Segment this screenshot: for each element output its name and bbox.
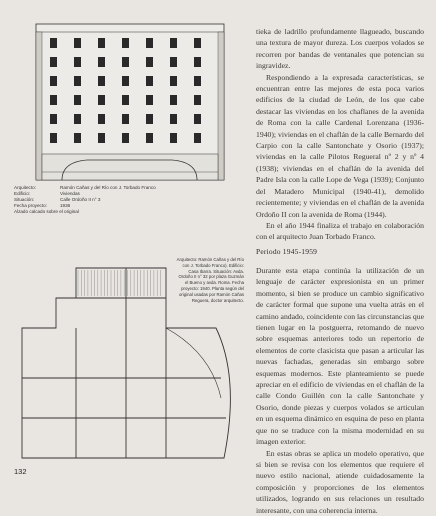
- window: [194, 76, 201, 86]
- window: [170, 57, 177, 67]
- window: [170, 76, 177, 86]
- window: [122, 95, 129, 105]
- section-heading: Periodo 1945-1959: [256, 247, 318, 256]
- window: [194, 95, 201, 105]
- window: [146, 95, 153, 105]
- window: [98, 95, 105, 105]
- window: [74, 114, 81, 124]
- window: [74, 76, 81, 86]
- elevation-caption: [14, 185, 224, 215]
- window: [146, 38, 153, 48]
- window: [98, 114, 105, 124]
- window: [98, 76, 105, 86]
- window: [194, 57, 201, 67]
- page-number: 132: [14, 467, 27, 476]
- window: [146, 133, 153, 143]
- window: [98, 133, 105, 143]
- window: [146, 114, 153, 124]
- paragraph: En el año 1944 finaliza el trabajo en colaboración con el arquitecto Juan Torbado Franco.: [256, 220, 424, 242]
- caption-row: Edificio: Viviendas: [14, 191, 80, 197]
- caption-row: Fecha proyecto: 1936: [14, 203, 71, 209]
- caption-row: Arquitecto: Ramón Cañas y del Río con J. Torbado Franco: [14, 185, 156, 190]
- window: [50, 76, 57, 86]
- window: [50, 114, 57, 124]
- paragraph: En estas obras se aplica un modelo operativo, que si bien se revisa con los elementos que requiere el nuevo estilo nacional, atiende cuidadosamente la composición y proporciones de los elementos utilizados, logrando en sus relaciones un resultado interesante, con una coherencia interna.: [256, 448, 424, 515]
- window: [122, 38, 129, 48]
- text-column-bottom: [256, 265, 424, 516]
- window: [98, 38, 105, 48]
- window: [146, 57, 153, 67]
- window: [146, 76, 153, 86]
- window: [74, 95, 81, 105]
- window: [74, 57, 81, 67]
- window: [194, 114, 201, 124]
- window: [50, 133, 57, 143]
- window: [74, 38, 81, 48]
- caption-note: Alzado calcado sobre el original: [14, 209, 79, 215]
- window: [194, 133, 201, 143]
- window: [170, 38, 177, 48]
- window: [122, 57, 129, 67]
- window: [74, 133, 81, 143]
- window: [98, 57, 105, 67]
- paragraph: tieka de ladrillo profundamente llagueado, buscando una textura de mayor dureza. Los cuerpos volados se recorren por bandas de ventanales que potencian su ingravidez.: [256, 27, 424, 71]
- window: [122, 114, 129, 124]
- paragraph: Respondiendo a la expresada características, se encuentran entre las mejores de esta poca varios edificios de la ciudad de León, de los que cabe destacar las viviendas en los chaflanes de la avenida de Roma con la calle Cardenal Lorenzana (1936-1940); viviendas en el chaflán de la calle Bernardo del Carpio con la calle Santonchate y Osorio (1937); viviendas en la calle Pilotos Regueral nº 2 y nº 4 (1938); viviendas en el chaflán de la avenida del Padre Isla con la calle Lope de Vega (1939); Conjunto del Matadero Municipal (1940-41), demolido recientemente; y viviendas en el chaflán de la avenida Ordoño II con la avenida de Roma (1944).: [256, 72, 424, 219]
- paragraph: Durante esta etapa continúa la utilización de un lenguaje de carácter expresionista en un primer momento, si bien se produce un cambio significativo de carácter formal que supone una vuelta atrás en el camino andado, coincidente con las circunstancias que tienen lugar en la postguerra, retomando de nuevo sobre esquemas anteriores todo un repertorio de elementos de corte clasicista que pasan a articular las nuevas fachadas, generadas sin embargo sobre esquemas modernos. Este planteamiento se puede apreciar en el edificio de viviendas en el chaflán de la calle Condo Guillén con la calle Santonchate y Osorio, donde piezas y cuerpos volados se articulan en un esquema dinámico en esquina de peso en planta que no se traduce con la misma modernidad en su imagen exterior.: [256, 266, 424, 447]
- caption-row: Situación: Calle Ordoño II n° 3: [14, 197, 101, 203]
- window: [122, 76, 129, 86]
- window: [122, 133, 129, 143]
- window: [50, 95, 57, 105]
- plan-caption: Arquitecto: Ramón Cañas y del Río con J. Torbado Franco). Edificio: Casa Ibarra. Situación: Avda. Ordoño II n° 32 por plaza Guzmán el Bueno y avda. Roma. Fecha proyecto: 1940. Planta según del original usadas por Ramón Cañas Reguera, doctor arquitecto.: [172, 256, 244, 304]
- window: [170, 114, 177, 124]
- text-column-top: [256, 26, 424, 243]
- window: [50, 57, 57, 67]
- window: [170, 133, 177, 143]
- facade-elevation-drawing: [32, 22, 228, 182]
- window: [50, 38, 57, 48]
- window: [170, 95, 177, 105]
- window: [194, 38, 201, 48]
